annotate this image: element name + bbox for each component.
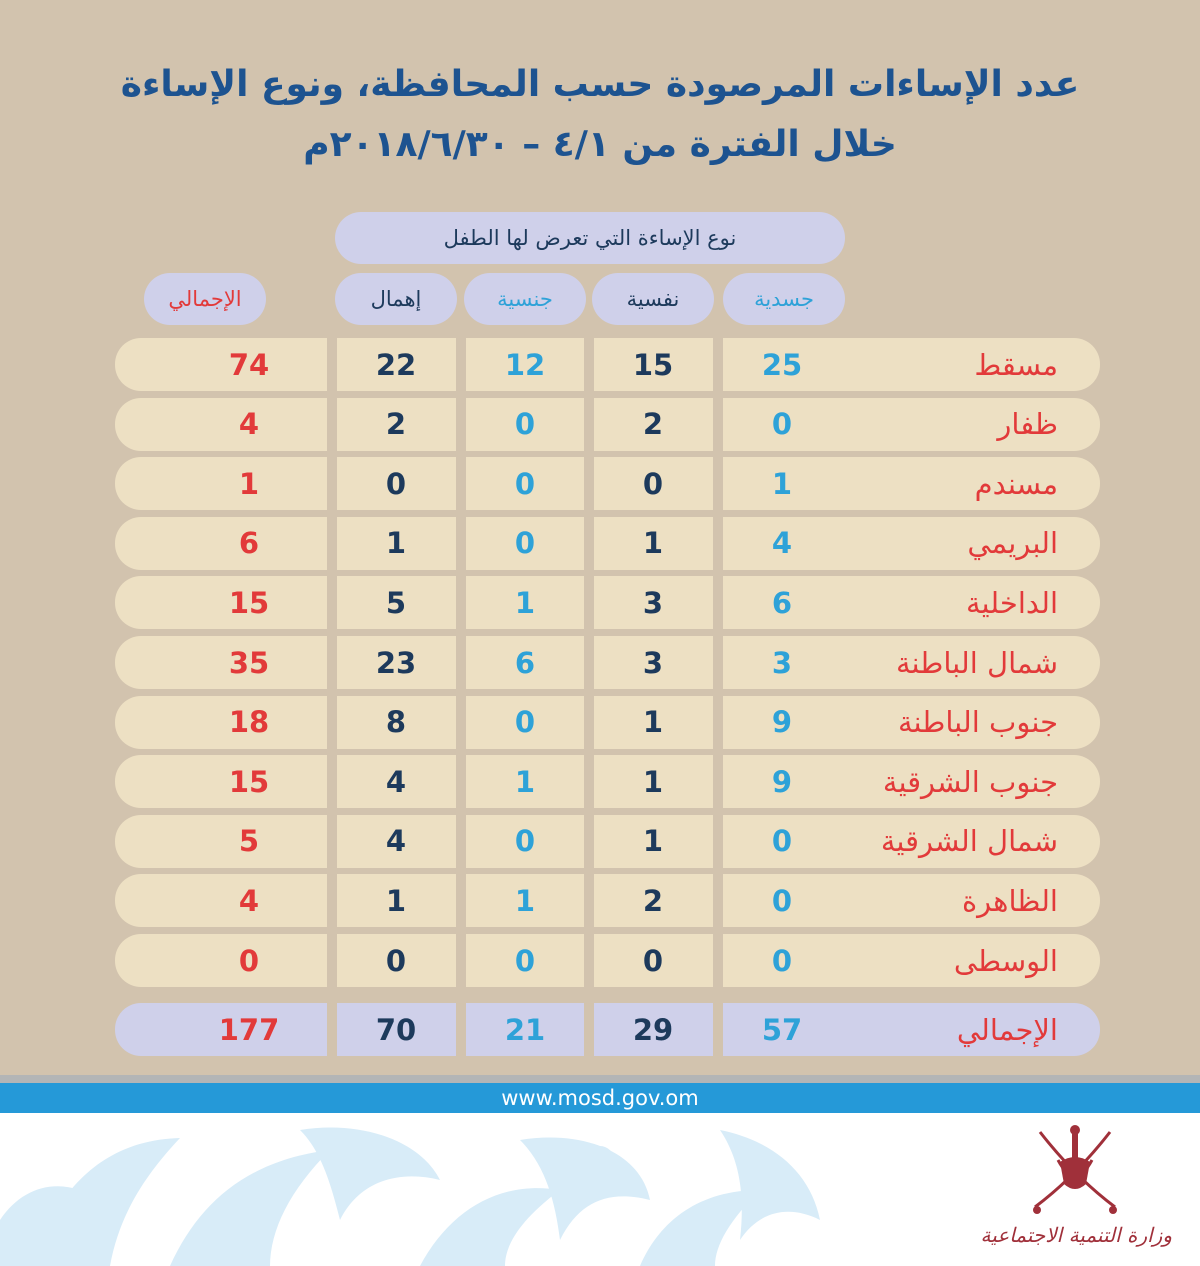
cell-physical: 3 xyxy=(771,645,793,680)
cell-neglect: 4 xyxy=(385,764,407,799)
governorate-name: البريمي xyxy=(967,526,1058,561)
cell-neglect: 2 xyxy=(385,407,407,442)
cell-neglect: 70 xyxy=(375,1012,417,1047)
governorate-name: الظاهرة xyxy=(961,883,1058,918)
governorate-name: جنوب الباطنة xyxy=(897,705,1058,740)
cell-sexual: 1 xyxy=(514,883,536,918)
cell-neglect: 4 xyxy=(385,824,407,859)
cell-sexual: 0 xyxy=(514,466,536,501)
cell-neglect: 1 xyxy=(385,526,407,561)
header-neglect: إهمال xyxy=(335,273,457,325)
cell-total: 4 xyxy=(238,883,260,918)
table-row xyxy=(115,636,1100,689)
table-row xyxy=(115,755,1100,808)
governorate-name: مسقط xyxy=(974,347,1058,382)
governorate-name: الوسطى xyxy=(953,943,1058,978)
cell-neglect: 23 xyxy=(375,645,417,680)
cell-physical: 0 xyxy=(771,943,793,978)
table-row xyxy=(115,457,1100,510)
governorate-name: مسندم xyxy=(974,466,1058,501)
cell-total: 15 xyxy=(228,585,270,620)
cell-physical: 0 xyxy=(771,824,793,859)
cell-physical: 4 xyxy=(771,526,793,561)
header-physical: جسدية xyxy=(723,273,845,325)
cell-total: 18 xyxy=(228,705,270,740)
header-psychological: نفسية xyxy=(592,273,714,325)
governorate-name: ظفار xyxy=(997,407,1058,442)
cell-neglect: 0 xyxy=(385,466,407,501)
cell-sexual: 12 xyxy=(504,347,546,382)
cell-neglect: 1 xyxy=(385,883,407,918)
cell-neglect: 22 xyxy=(375,347,417,382)
table-row xyxy=(115,874,1100,927)
cell-psychological: 1 xyxy=(642,526,664,561)
cell-physical: 25 xyxy=(761,347,803,382)
cell-sexual: 0 xyxy=(514,526,536,561)
governorate-name: جنوب الشرقية xyxy=(882,764,1058,799)
cell-neglect: 5 xyxy=(385,585,407,620)
cell-total: 74 xyxy=(228,347,270,382)
cell-psychological: 0 xyxy=(642,466,664,501)
cell-physical: 9 xyxy=(771,764,793,799)
cell-total: 5 xyxy=(238,824,260,859)
abuse-type-header: نوع الإساءة التي تعرض لها الطفل xyxy=(335,212,845,264)
oman-emblem-icon xyxy=(1020,1122,1130,1222)
table-row xyxy=(115,338,1100,391)
cell-sexual: 6 xyxy=(514,645,536,680)
cell-physical: 6 xyxy=(771,585,793,620)
gray-band xyxy=(0,1075,1200,1083)
cell-total: 15 xyxy=(228,764,270,799)
cell-sexual: 1 xyxy=(514,764,536,799)
governorate-name: الداخلية xyxy=(966,585,1058,620)
cell-psychological: 1 xyxy=(642,764,664,799)
governorate-name: الإجمالي xyxy=(956,1012,1058,1047)
cell-total: 35 xyxy=(228,645,270,680)
cell-psychological: 2 xyxy=(642,883,664,918)
title-line-2: خلال الفترة من ٤/١ – ٢٠١٨/٦/٣٠م xyxy=(303,124,897,165)
cell-psychological: 0 xyxy=(642,943,664,978)
cell-physical: 9 xyxy=(771,705,793,740)
cell-sexual: 0 xyxy=(514,943,536,978)
table-row xyxy=(115,517,1100,570)
cell-neglect: 8 xyxy=(385,705,407,740)
cell-psychological: 15 xyxy=(632,347,674,382)
website-url[interactable]: www.mosd.gov.om xyxy=(0,1083,1200,1113)
cell-psychological: 1 xyxy=(642,705,664,740)
cell-total: 4 xyxy=(238,407,260,442)
cell-total: 6 xyxy=(238,526,260,561)
cell-total: 1 xyxy=(238,466,260,501)
cell-total: 0 xyxy=(238,943,260,978)
cell-psychological: 1 xyxy=(642,824,664,859)
cell-sexual: 0 xyxy=(514,824,536,859)
cell-sexual: 0 xyxy=(514,407,536,442)
cell-psychological: 2 xyxy=(642,407,664,442)
table-row xyxy=(115,934,1100,987)
governorate-name: شمال الباطنة xyxy=(895,645,1058,680)
cell-physical: 1 xyxy=(771,466,793,501)
table-row xyxy=(115,576,1100,629)
table-row xyxy=(115,815,1100,868)
cell-sexual: 0 xyxy=(514,705,536,740)
ministry-name: وزارة التنمية الاجتماعية xyxy=(980,1223,1172,1247)
cell-physical: 0 xyxy=(771,407,793,442)
cell-sexual: 21 xyxy=(504,1012,546,1047)
header-total: الإجمالي xyxy=(144,273,266,325)
cell-total: 177 xyxy=(218,1012,280,1047)
cell-physical: 57 xyxy=(761,1012,803,1047)
cell-sexual: 1 xyxy=(514,585,536,620)
governorate-name: شمال الشرقية xyxy=(880,824,1058,859)
header-sexual: جنسية xyxy=(464,273,586,325)
cell-neglect: 0 xyxy=(385,943,407,978)
cell-psychological: 3 xyxy=(642,585,664,620)
totals-row xyxy=(115,1003,1100,1056)
table-row xyxy=(115,398,1100,451)
cell-psychological: 29 xyxy=(632,1012,674,1047)
title-line-1: عدد الإساءات المرصودة حسب المحافظة، ونوع الإساءة xyxy=(120,64,1080,105)
calligraphy-decoration xyxy=(0,1120,850,1266)
cell-physical: 0 xyxy=(771,883,793,918)
cell-psychological: 3 xyxy=(642,645,664,680)
table-row xyxy=(115,696,1100,749)
